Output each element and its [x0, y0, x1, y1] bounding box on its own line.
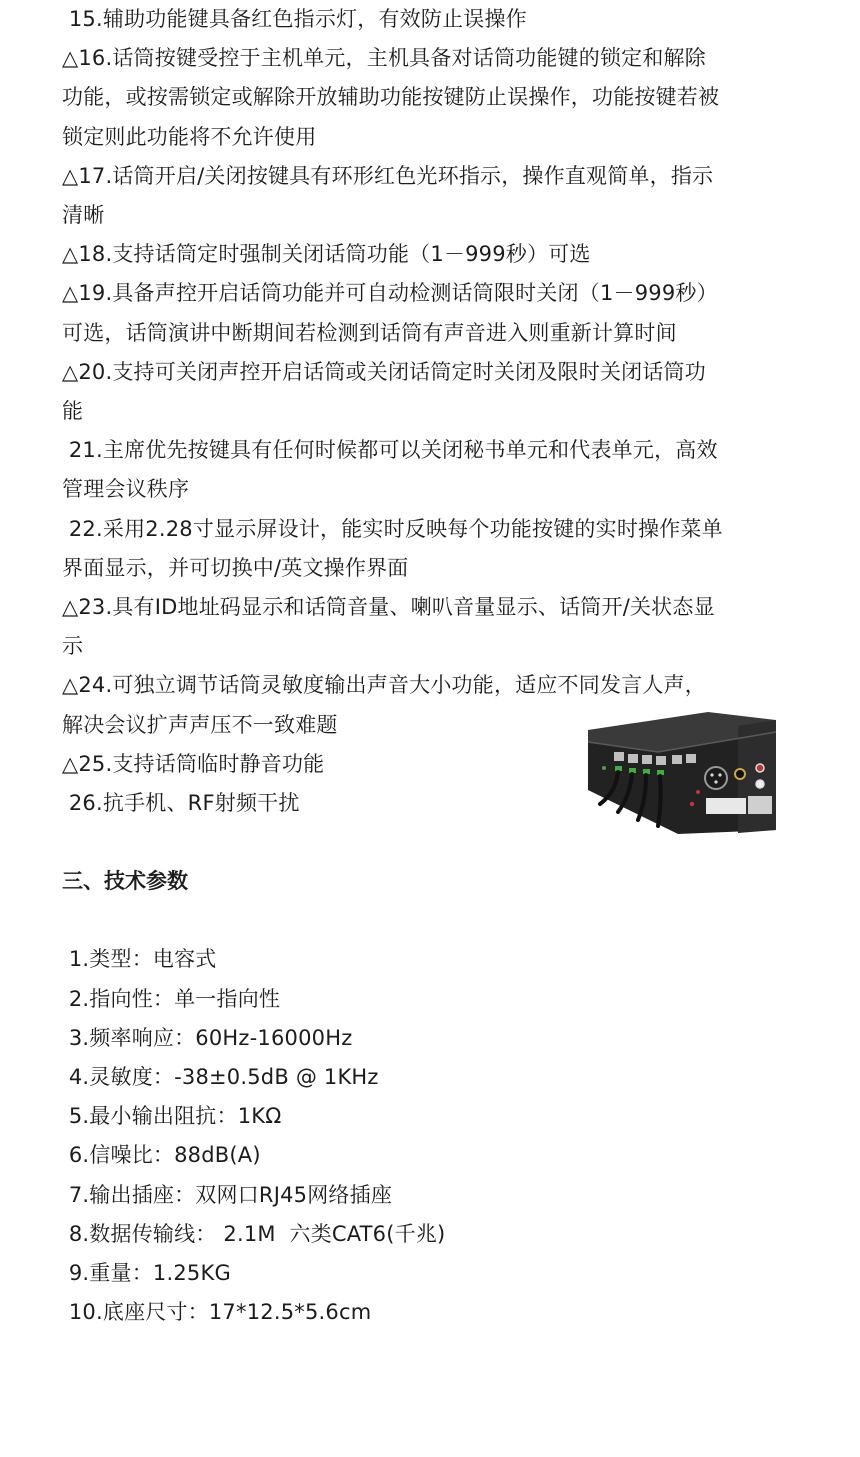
feature-line: 21.主席优先按键具有任何时候都可以关闭秘书单元和代表单元，高效	[62, 438, 718, 463]
feature-line: △25.支持话筒临时静音功能	[62, 751, 325, 776]
section-heading: 三、技术参数	[62, 869, 188, 894]
feature-line: △18.支持话筒定时强制关闭话筒功能（1－999秒）可选	[62, 242, 591, 267]
feature-line: △19.具备声控开启话筒功能并可自动检测话筒限时关闭（1－999秒）	[62, 281, 718, 306]
feature-line: 管理会议秩序	[62, 477, 190, 502]
spec-line: 5.最小输出阻抗：1KΩ	[62, 1104, 282, 1129]
spec-line: 6.信噪比：88dB(A)	[62, 1143, 261, 1168]
conference-host-unit-image	[588, 712, 776, 834]
spec-line: 8.数据传输线： 2.1M 六类CAT6(千兆)	[62, 1221, 446, 1246]
spec-line: 7.输出插座：双网口RJ45网络插座	[62, 1182, 393, 1207]
feature-line: 界面显示，并可切换中/英文操作界面	[62, 555, 409, 580]
document-body	[62, 0, 802, 1333]
feature-line: 15.辅助功能键具备红色指示灯，有效防止误操作	[62, 7, 527, 31]
spec-line: 2.指向性：单一指向性	[62, 986, 281, 1011]
feature-line: 清晰	[62, 203, 105, 228]
spec-line: 9.重量：1.25KG	[62, 1261, 231, 1286]
spec-line: 3.频率响应：60Hz-16000Hz	[62, 1025, 353, 1050]
feature-line: △23.具有ID地址码显示和话筒音量、喇叭音量显示、话筒开/关状态显	[62, 595, 715, 620]
product-image	[588, 712, 776, 834]
feature-line: 示	[62, 634, 84, 659]
feature-line: △16.话筒按键受控于主机单元，主机具备对话筒功能键的锁定和解除	[62, 46, 706, 71]
feature-line: 解决会议扩声声压不一致难题	[62, 712, 338, 737]
feature-line: 能	[62, 399, 84, 424]
feature-line: △17.话筒开启/关闭按键具有环形红色光环指示，操作直观简单，指示	[62, 163, 714, 188]
spec-line: 1.类型：电容式	[62, 947, 217, 972]
feature-line: △24.可独立调节话筒灵敏度输出声音大小功能，适应不同发言人声，	[62, 673, 706, 698]
feature-line: 锁定则此功能将不允许使用	[62, 124, 317, 149]
feature-line: △20.支持可关闭声控开启话筒或关闭话筒定时关闭及限时关闭话筒功	[62, 359, 706, 384]
feature-line: 22.采用2.28寸显示屏设计，能实时反映每个功能按键的实时操作菜单	[62, 516, 723, 541]
feature-line: 功能，或按需锁定或解除开放辅助功能按键防止误操作，功能按键若被	[62, 85, 720, 110]
spec-line: 10.底座尺寸：17*12.5*5.6cm	[62, 1300, 372, 1325]
spec-line: 4.灵敏度：-38±0.5dB @ 1KHz	[62, 1065, 379, 1090]
feature-line: 可选，话筒演讲中断期间若检测到话筒有声音进入则重新计算时间	[62, 320, 677, 345]
feature-line: 26.抗手机、RF射频干扰	[62, 791, 300, 816]
